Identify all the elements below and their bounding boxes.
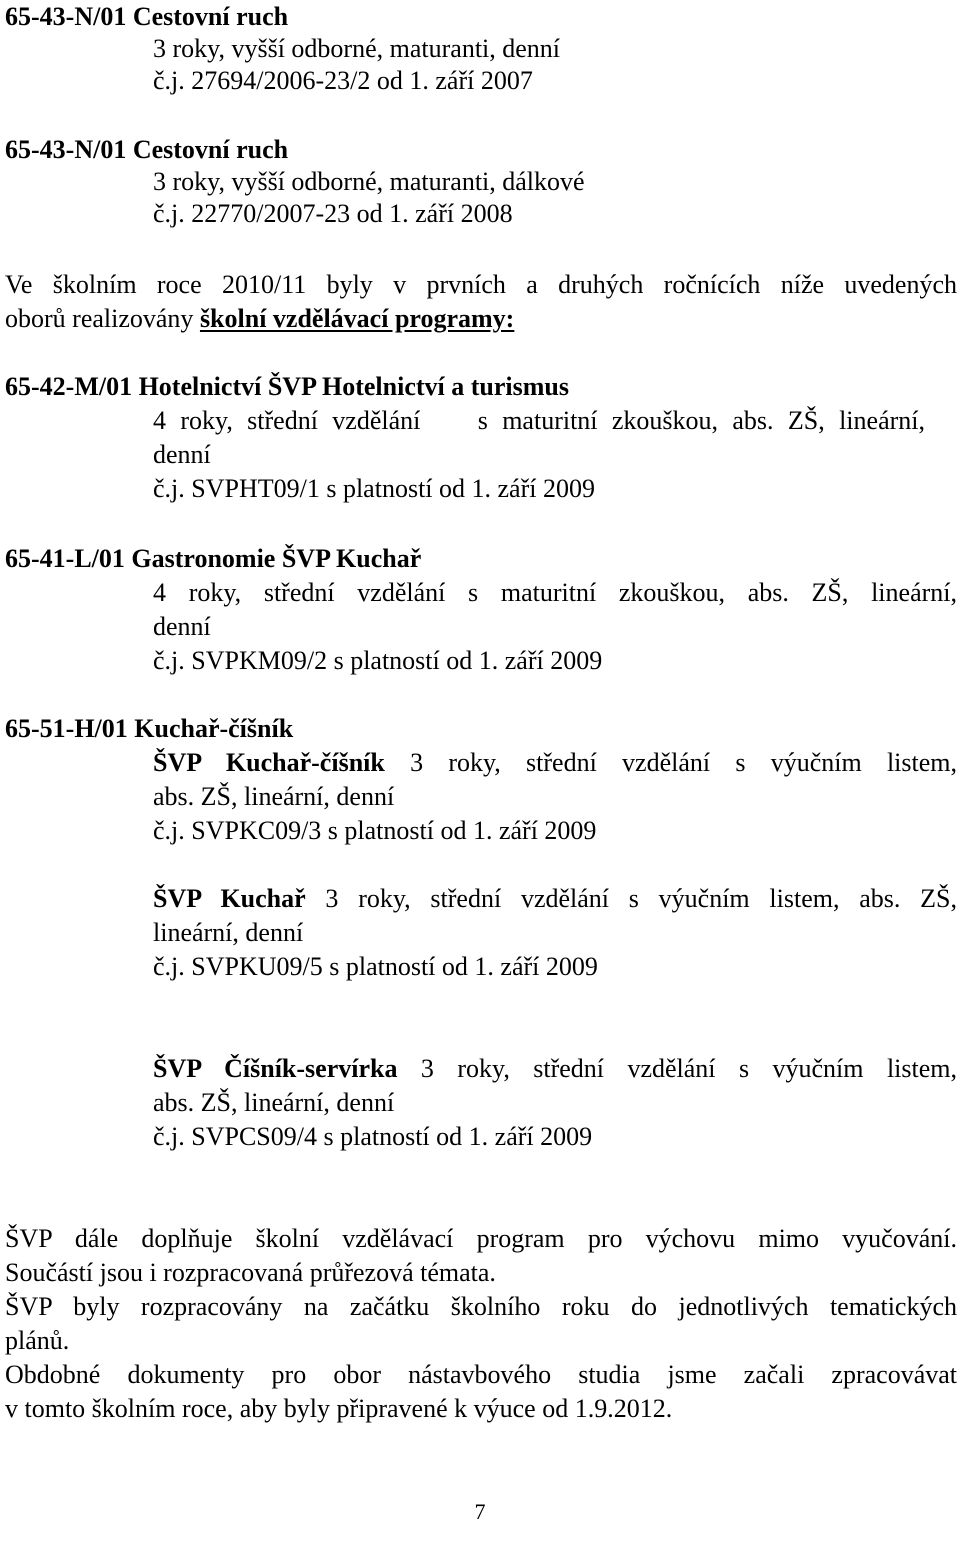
hotel-line1: 4 roky, střední vzdělání s maturitní zkouškou, abs. ZŠ, lineární,: [153, 406, 925, 435]
intro-underlined: školní vzdělávací programy:: [199, 304, 515, 333]
closing-p4-line1: Obdobné dokumenty pro obor nástavbového studia jsme začali zpracovávat: [5, 1360, 957, 1389]
hotel-line2: denní: [153, 440, 211, 469]
gastro-heading: 65-41-L/01 Gastronomie ŠVP Kuchař: [5, 544, 422, 573]
kc-heading: 65-51-H/01 Kuchař-číšník: [5, 714, 294, 743]
kc-svp3-line3: č.j. SVPCS09/4 s platností od 1. září 2009: [153, 1122, 593, 1151]
intro-line1: Ve školním roce 2010/11 byly v prvních a druhých ročnících níže uvedených: [5, 270, 957, 299]
kc-svp3-line2: abs. ZŠ, lineární, denní: [153, 1088, 395, 1117]
block1-line2: č.j. 27694/2006-23/2 od 1. září 2007: [153, 66, 533, 95]
kc-svp2-line3: č.j. SVPKU09/5 s platností od 1. září 2009: [153, 952, 598, 981]
kc-svp1-line3: č.j. SVPKC09/3 s platností od 1. září 2009: [153, 816, 597, 845]
hotel-heading: 65-42-M/01 Hotelnictví ŠVP Hotelnictví a turismus: [5, 372, 570, 401]
kc-svp1-line2: abs. ZŠ, lineární, denní: [153, 782, 395, 811]
kc-svp1-line1: ŠVP Kuchař-číšník 3 roky, střední vzdělání s výučním listem,: [153, 748, 957, 777]
closing-p1: ŠVP dále doplňuje školní vzdělávací program pro výchovu mimo vyučování.: [5, 1224, 957, 1253]
block1-line1: 3 roky, vyšší odborné, maturanti, denní: [153, 34, 561, 63]
kc-svp2-line2: lineární, denní: [153, 918, 304, 947]
hotel-line3: č.j. SVPHT09/1 s platností od 1. září 2009: [153, 474, 595, 503]
gastro-line2: denní: [153, 612, 211, 641]
closing-p2: Součástí jsou i rozpracovaná průřezová témata.: [5, 1258, 496, 1287]
gastro-line3: č.j. SVPKM09/2 s platností od 1. září 2009: [153, 646, 603, 675]
block2-line2: č.j. 22770/2007-23 od 1. září 2008: [153, 199, 513, 228]
closing-p3-line2: plánů.: [5, 1326, 70, 1355]
kc-svp2-line1: ŠVP Kuchař 3 roky, střední vzdělání s výučním listem, abs. ZŠ,: [153, 884, 957, 913]
closing-p3-line1: ŠVP byly rozpracovány na začátku školního roku do jednotlivých tematických: [5, 1292, 957, 1321]
kc-svp3-line1: ŠVP Číšník-servírka 3 roky, střední vzdělání s výučním listem,: [153, 1054, 957, 1083]
closing-p4-line2: v tomto školním roce, aby byly připravené k výuce od 1.9.2012.: [5, 1394, 673, 1423]
block1-heading: 65-43-N/01 Cestovní ruch: [5, 2, 289, 31]
page-number: 7: [474, 1499, 486, 1524]
block2-heading: 65-43-N/01 Cestovní ruch: [5, 135, 289, 164]
intro-line2: oborů realizovány školní vzdělávací programy:: [5, 304, 515, 333]
gastro-line1: 4 roky, střední vzdělání s maturitní zkouškou, abs. ZŠ, lineární,: [153, 578, 957, 607]
block2-line1: 3 roky, vyšší odborné, maturanti, dálkové: [153, 167, 585, 196]
